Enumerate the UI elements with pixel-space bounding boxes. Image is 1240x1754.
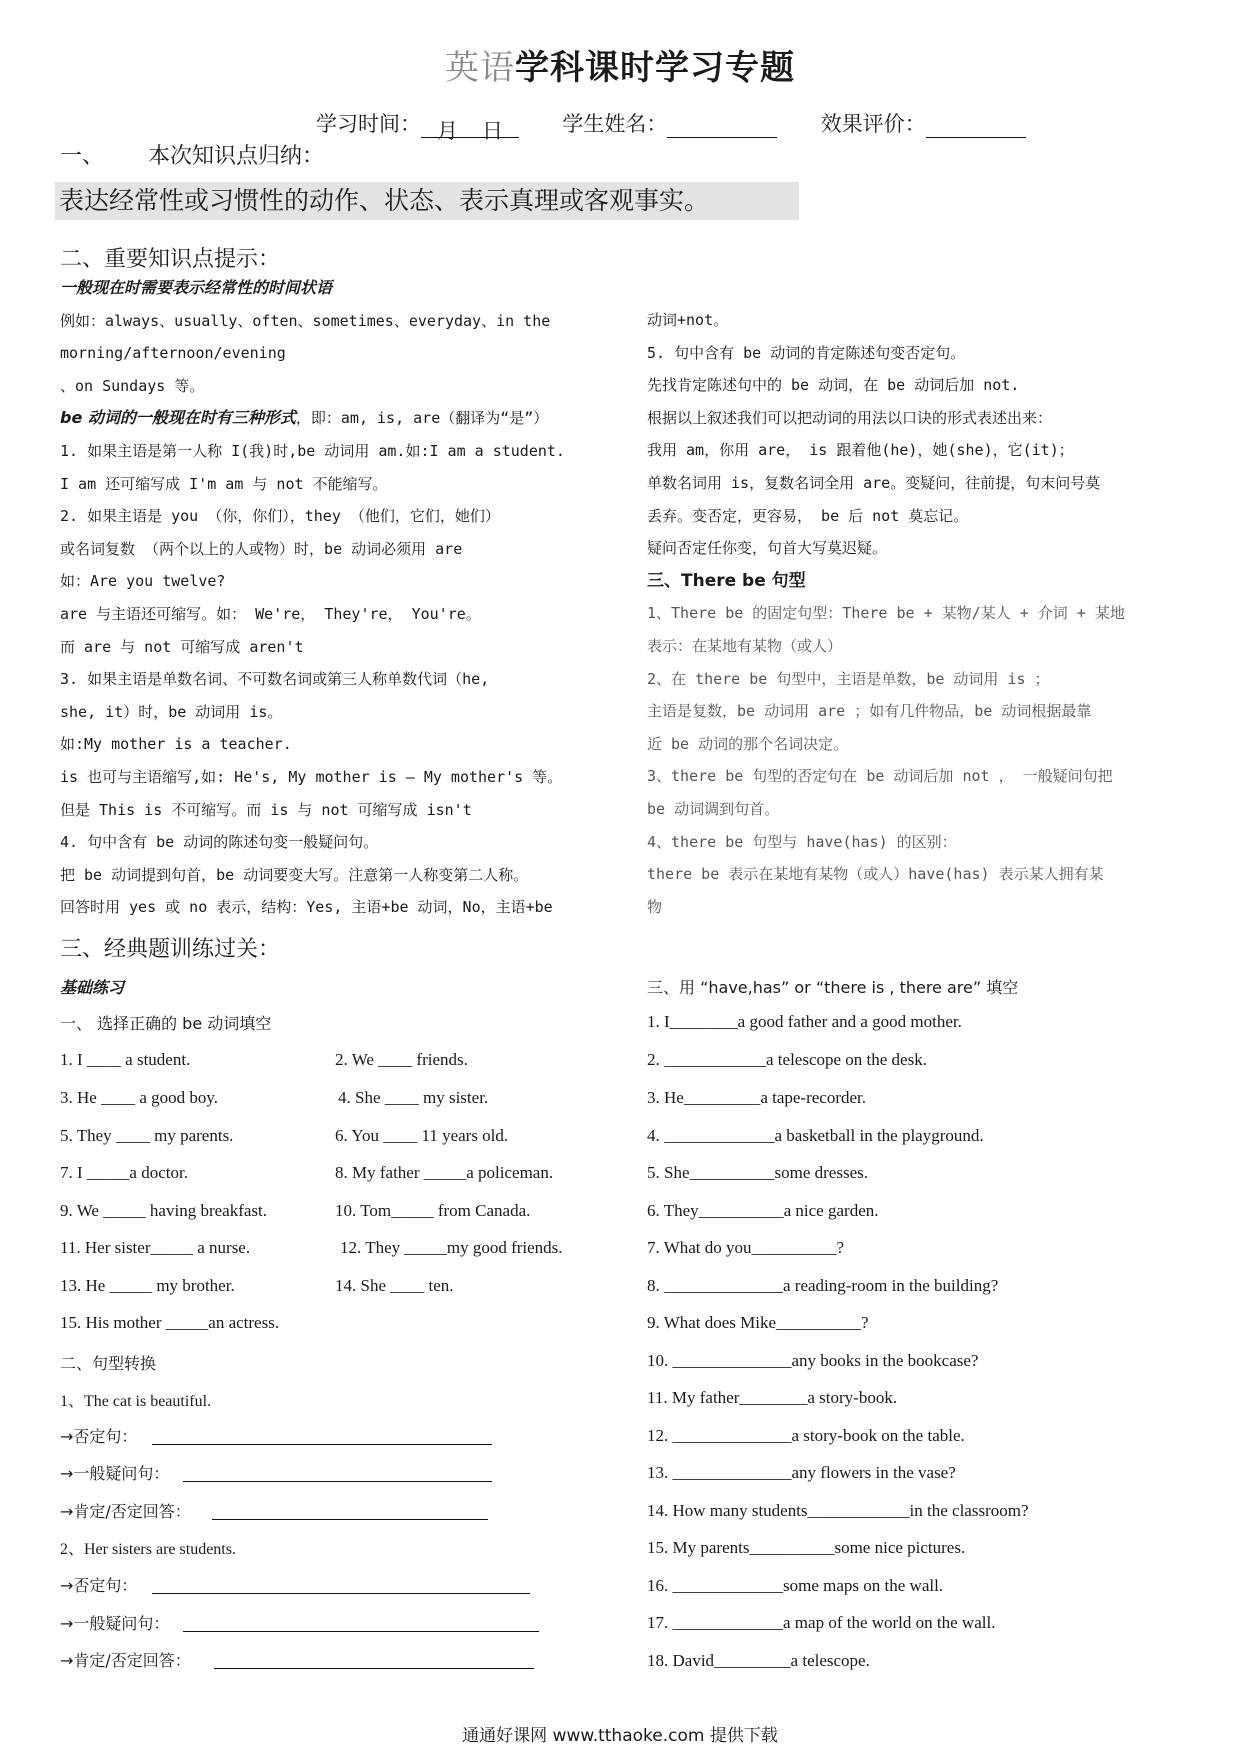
note-line: 但是 This is 不可缩写。而 is 与 not 可缩写成 isn't (60, 800, 472, 819)
negative-label: →否定句： (60, 1576, 138, 1595)
note-line: 如：Are you twelve? (60, 572, 226, 591)
section1-title: 本次知识点归纳： (148, 144, 325, 169)
note-line: 先找肯定陈述句中的 be 动词，在 be 动词后加 not. (647, 376, 1020, 395)
note-line: be 动词调到句首。 (647, 799, 780, 818)
summary-highlight: 表达经常性或习惯性的动作、状态、表示真理或客观事实。 (55, 182, 799, 220)
basic-practice-label: 基础练习 (60, 978, 125, 997)
there-be-heading: 三、There be 句型 (647, 570, 806, 591)
note-line: 主语是复数，be 动词用 are ；如有几件物品，be 动词根据最靠 (647, 702, 1092, 721)
question[interactable]: 3. He_________a tape-recorder. (647, 1088, 867, 1107)
section1-number: 一、 (60, 144, 105, 169)
note-line: 丢弃。变否定，更容易， be 后 not 莫忘记。 (647, 506, 969, 525)
question-label: →一般疑问句： (60, 1614, 170, 1633)
transform-question: 1、The cat is beautiful. (60, 1393, 212, 1410)
question[interactable]: 8. My father _____a policeman. (335, 1163, 554, 1182)
note-line: 而 are 与 not 可缩写成 aren't (60, 637, 304, 656)
question[interactable]: 10. ______________any books in the bookcase? (647, 1351, 979, 1370)
part1-title: 一、 选择正确的 be 动词填空 (60, 1014, 272, 1033)
be-forms-heading: be 动词的一般现在时有三种形式，即：am, is, are（翻译为“是”） (60, 408, 549, 428)
question[interactable]: 6. You ____ 11 years old. (335, 1126, 509, 1145)
note-line: I am 还可缩写成 I'm am 与 not 不能缩写。 (60, 474, 388, 493)
question[interactable]: 2. ____________a telescope on the desk. (647, 1050, 927, 1069)
meta-row (316, 108, 1026, 143)
question[interactable]: 8. ______________a reading-room in the building? (647, 1276, 999, 1295)
question[interactable]: 9. What does Mike__________? (647, 1313, 869, 1332)
note-line: 2、在 there be 句型中，主语是单数，be 动词用 is ； (647, 669, 1050, 688)
question[interactable]: 1. I ____ a student. (60, 1050, 191, 1069)
question[interactable]: 10. Tom_____ from Canada. (335, 1201, 531, 1220)
note-line: 3. 如果主语是单数名词、不可数名词或第三人称单数代词（he, (60, 670, 490, 689)
question-label: →一般疑问句： (60, 1464, 170, 1483)
note-line: 根据以上叙述我们可以把动词的用法以口诀的形式表述出来： (647, 408, 1053, 427)
date-label: 学习时间： (316, 112, 421, 136)
answer-line[interactable] (212, 1519, 488, 1520)
note-line: 2. 如果主语是 you （你，你们），they （他们，它们，她们） (60, 507, 500, 526)
note-line: are 与主语还可缩写。如： We're， They're， You're。 (60, 604, 481, 623)
section2-title: 二、重要知识点提示： (60, 247, 281, 272)
question[interactable]: 15. My parents__________some nice pictures. (647, 1538, 966, 1557)
question[interactable]: 11. My father________a story-book. (647, 1388, 898, 1407)
question[interactable]: 7. I _____a doctor. (60, 1163, 188, 1182)
answer-line[interactable] (152, 1593, 530, 1594)
note-line: there be 表示在某地有某物（或人）have(has) 表示某人拥有某 (647, 865, 1104, 884)
answer-line[interactable] (214, 1668, 534, 1669)
question[interactable]: 4. _____________a basketball in the playground. (647, 1126, 984, 1145)
section2-right-column (647, 304, 1207, 923)
note-line: 如:My mother is a teacher. (60, 735, 292, 754)
question[interactable]: 16. _____________some maps on the wall. (647, 1576, 944, 1595)
question[interactable]: 6. They__________a nice garden. (647, 1201, 879, 1220)
note-line: 物 (647, 897, 663, 916)
note-line: she, it）时，be 动词用 is。 (60, 702, 283, 721)
evaluation-label: 效果评价： (820, 112, 926, 136)
question[interactable]: 17. _____________a map of the world on the wall. (647, 1613, 996, 1632)
note-line: 表示：在某地有某物（或人） (647, 636, 843, 655)
part2-title: 二、句型转换 (60, 1354, 157, 1373)
negative-label: →否定句： (60, 1427, 138, 1446)
question[interactable]: 9. We _____ having breakfast. (60, 1201, 267, 1220)
question[interactable]: 14. How many students____________in the classroom? (647, 1501, 1029, 1520)
note-line: 单数名词用 is，复数名词全用 are。变疑问，往前提，句末问号莫 (647, 473, 1101, 492)
note-line: 3、there be 句型的否定句在 be 动词后加 not ， 一般疑问句把 (647, 767, 1113, 786)
note-line: 把 be 动词提到句首，be 动词要变大写。注意第一人称变第二人称。 (60, 865, 529, 884)
answer-line[interactable] (152, 1444, 492, 1445)
part3-title: 三、用 “have,has” or “there is , there are” 填空 (647, 978, 1019, 997)
note-line: 或名词复数 （两个以上的人或物）时，be 动词必须用 are (60, 539, 463, 558)
question[interactable]: 13. ______________any flowers in the vase? (647, 1463, 956, 1482)
note-line: 回答时用 yes 或 no 表示，结构：Yes, 主语+be 动词，No，主语+be (60, 898, 553, 917)
section2-left-column (60, 272, 600, 924)
question[interactable]: 5. She__________some dresses. (647, 1163, 868, 1182)
question[interactable]: 18. David_________a telescope. (647, 1651, 870, 1670)
note-line: 近 be 动词的那个名词决定。 (647, 734, 849, 753)
note-line: 4、there be 句型与 have(has) 的区别： (647, 832, 957, 851)
note-line: 4. 句中含有 be 动词的陈述句变一般疑问句。 (60, 833, 379, 852)
note-line: 动词+not。 (647, 311, 729, 329)
note-line: morning/afternoon/evening (60, 344, 286, 363)
note-line: 例如：always、usually、often、sometimes、everyday、in the (60, 311, 551, 330)
section3-title: 三、经典题训练过关： (60, 937, 281, 962)
note-line: 、on Sundays 等。 (60, 376, 205, 395)
question[interactable]: 4. She ____ my sister. (338, 1088, 489, 1107)
note-line: 疑问否定任你变，句首大写莫迟疑。 (647, 539, 888, 558)
note-line: is 也可与主语缩写,如: He's, My mother is – My mother's 等。 (60, 767, 563, 786)
note-line: 5. 句中含有 be 动词的肯定陈述句变否定句。 (647, 343, 966, 362)
question[interactable]: 12. They _____my good friends. (340, 1238, 563, 1257)
question[interactable]: 2. We ____ friends. (335, 1050, 468, 1069)
question[interactable]: 15. His mother _____an actress. (60, 1313, 280, 1332)
note-line: 1. 如果主语是第一人称 I(我)时,be 动词用 am.如:I am a student. (60, 441, 565, 460)
answer-label: →肯定/否定回答： (60, 1651, 191, 1670)
question[interactable]: 12. ______________a story-book on the table. (647, 1426, 965, 1445)
question[interactable]: 14. She ____ ten. (335, 1276, 454, 1295)
date-field[interactable]: 月 日 (421, 115, 519, 138)
answer-line[interactable] (183, 1481, 492, 1482)
answer-label: →肯定/否定回答： (60, 1502, 191, 1521)
student-name-label: 学生姓名： (562, 112, 668, 136)
transform-question: 2、Her sisters are students. (60, 1541, 236, 1558)
footer-source: 通通好课网 www.tthaoke.com 提供下载 (462, 1726, 778, 1746)
answer-line[interactable] (183, 1631, 539, 1632)
question[interactable]: 13. He _____ my brother. (60, 1276, 235, 1295)
question[interactable]: 7. What do you__________? (647, 1238, 845, 1257)
student-name-field[interactable] (667, 115, 777, 138)
question[interactable]: 11. Her sister_____ a nurse. (60, 1238, 251, 1257)
question[interactable]: 5. They ____ my parents. (60, 1126, 234, 1145)
question[interactable]: 1. I________a good father and a good mother. (647, 1012, 962, 1031)
question[interactable]: 3. He ____ a good boy. (60, 1088, 219, 1107)
evaluation-field[interactable] (926, 115, 1026, 138)
time-adverbial-heading: 一般现在时需要表示经常性的时间状语 (60, 278, 333, 297)
page-title: 英语学科课时学习专题 (445, 48, 795, 88)
note-line: 1、There be 的固定句型：There be + 某物/某人 + 介词 + 某地 (647, 604, 1125, 623)
note-line: 我用 am，你用 are， is 跟着他(he)，她(she)，它(it)； (647, 441, 1074, 460)
